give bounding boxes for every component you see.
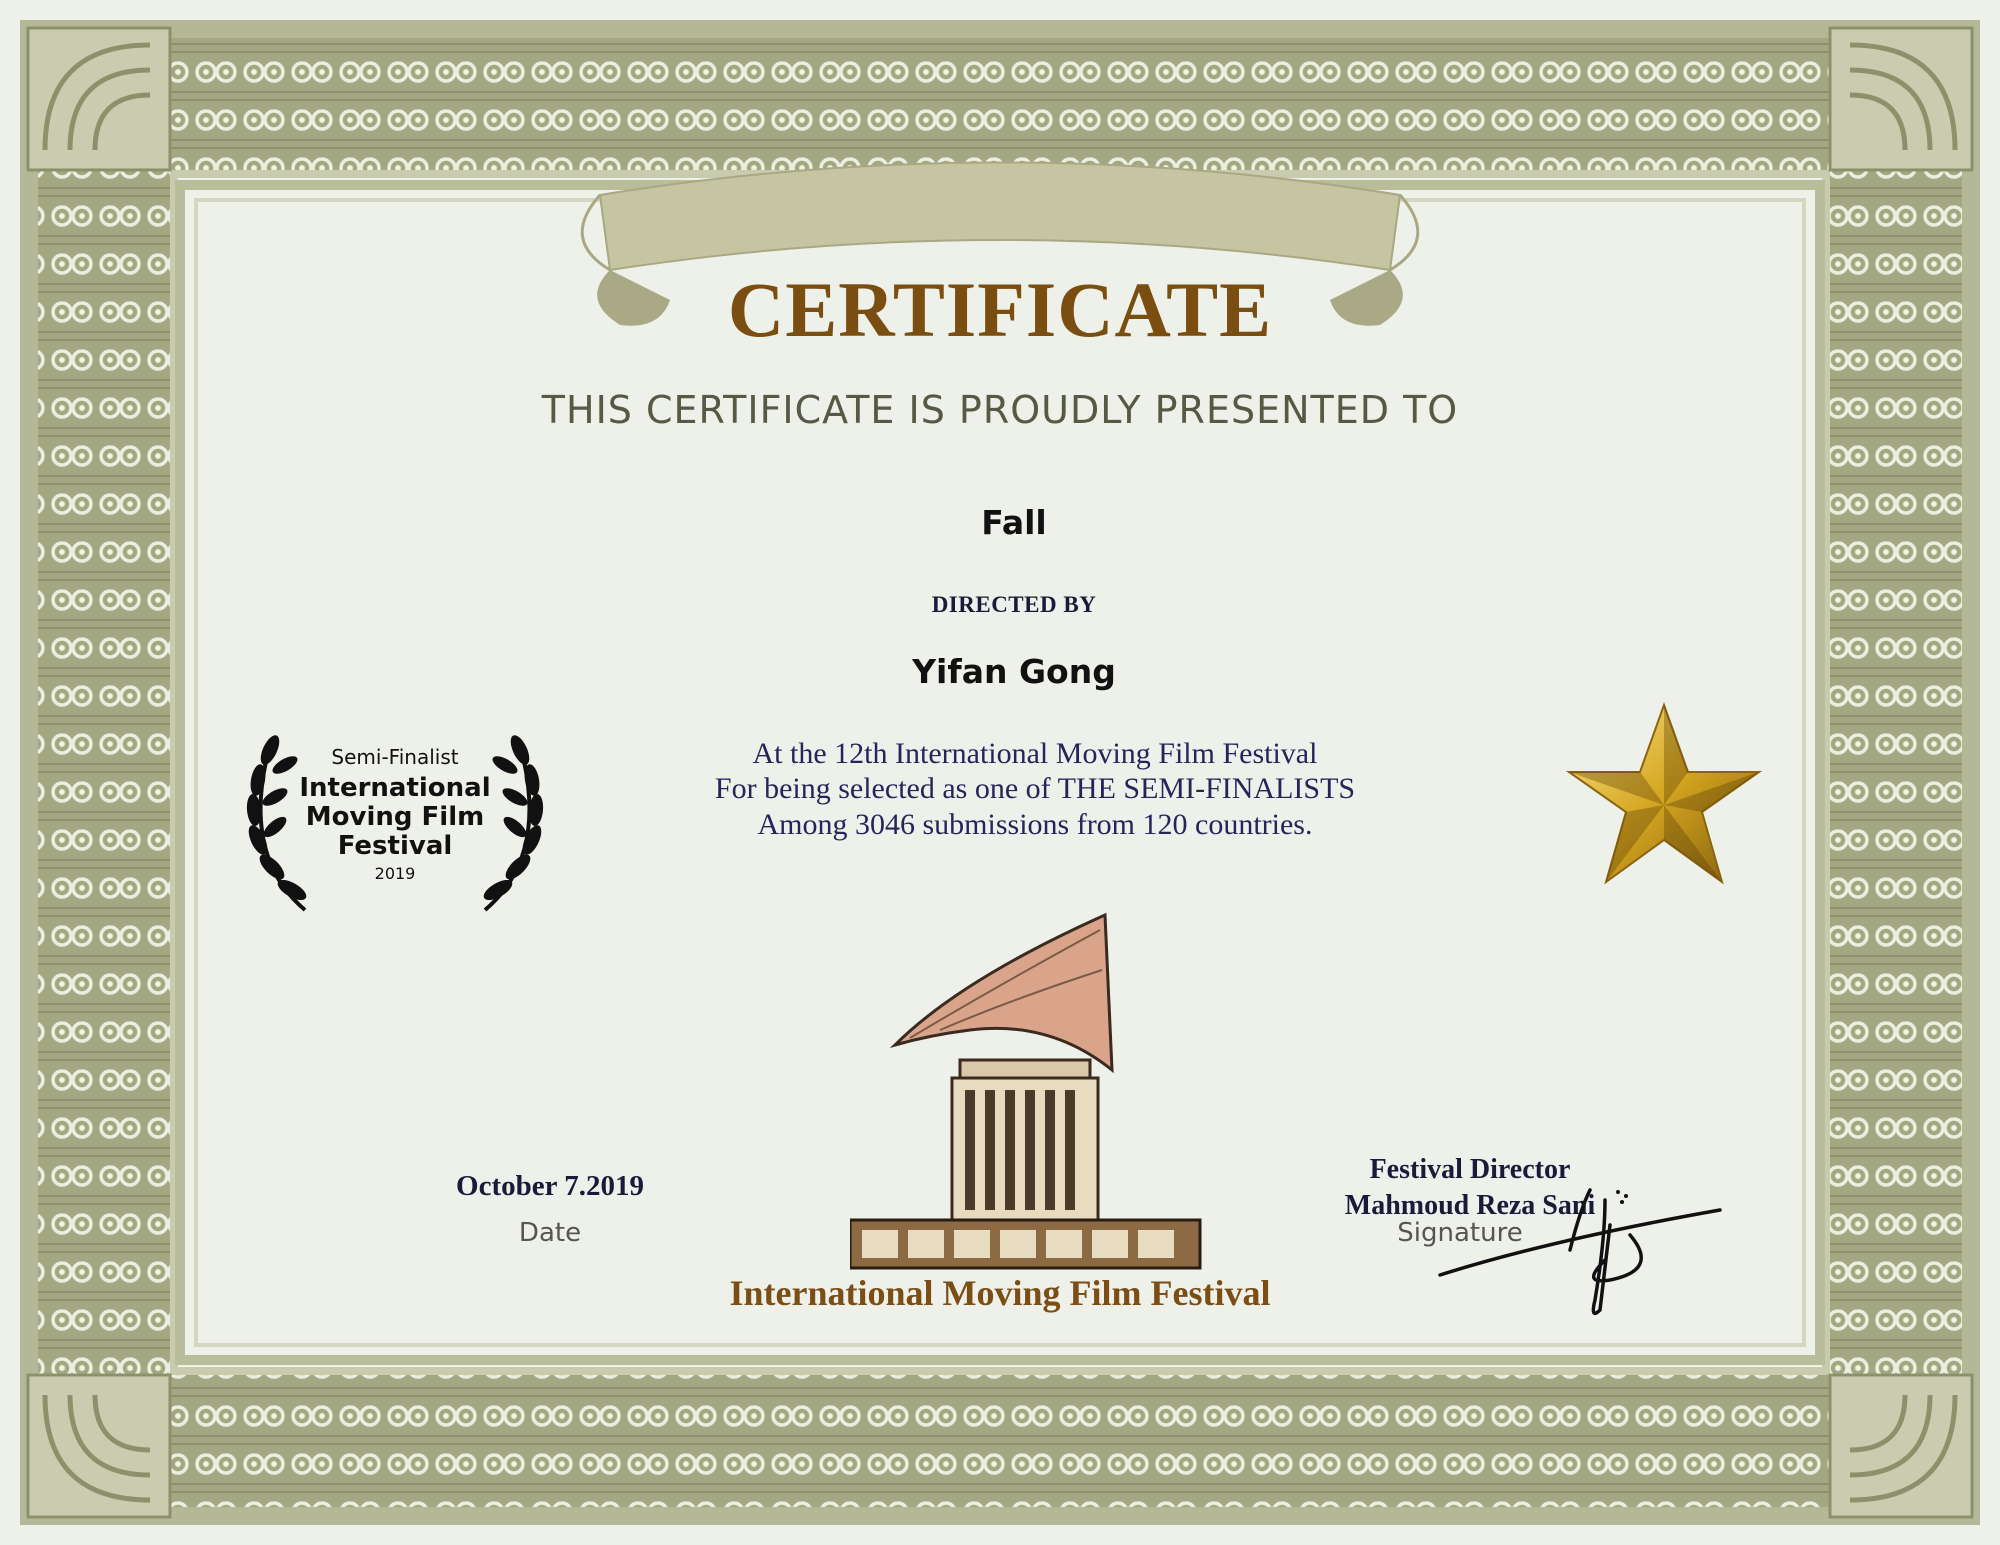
laurel-line-3: Moving Film — [305, 802, 485, 832]
festival-name: International Moving Film Festival — [729, 1273, 1271, 1313]
certificate-title: CERTIFICATE — [727, 266, 1273, 353]
director-name: Yifan Gong — [912, 652, 1116, 691]
laurel-festival-name — [230, 774, 560, 861]
laurel-badge — [230, 705, 560, 920]
laurel-year: 2019 — [374, 864, 416, 883]
directed-by-label: DIRECTED BY — [931, 592, 1097, 617]
film-title: Fall — [981, 503, 1047, 542]
signer-role: Festival Director — [1369, 1154, 1571, 1185]
body-line-1: At the 12th International Moving Film Festival — [752, 737, 1318, 770]
signature-scribble-icon — [1430, 1180, 1730, 1320]
windcatcher-tower-logo-icon — [850, 910, 1210, 1270]
laurel-line-4: Festival — [337, 831, 453, 861]
gold-star-icon — [1564, 700, 1764, 890]
laurel-line-2: International — [299, 773, 491, 803]
laurel-status: Semi-Finalist — [331, 745, 459, 769]
date-label: Date — [518, 1218, 582, 1248]
date-value: October 7.2019 — [456, 1170, 644, 1202]
body-line-3: Among 3046 submissions from 120 countries. — [757, 808, 1313, 841]
certificate-subtitle: THIS CERTIFICATE IS PROUDLY PRESENTED TO — [541, 388, 1459, 432]
body-line-2: For being selected as one of THE SEMI-FINALISTS — [714, 772, 1356, 805]
signer-name: Mahmoud Reza Sani — [1344, 1190, 1596, 1221]
signature-label: Signature — [1397, 1218, 1523, 1248]
